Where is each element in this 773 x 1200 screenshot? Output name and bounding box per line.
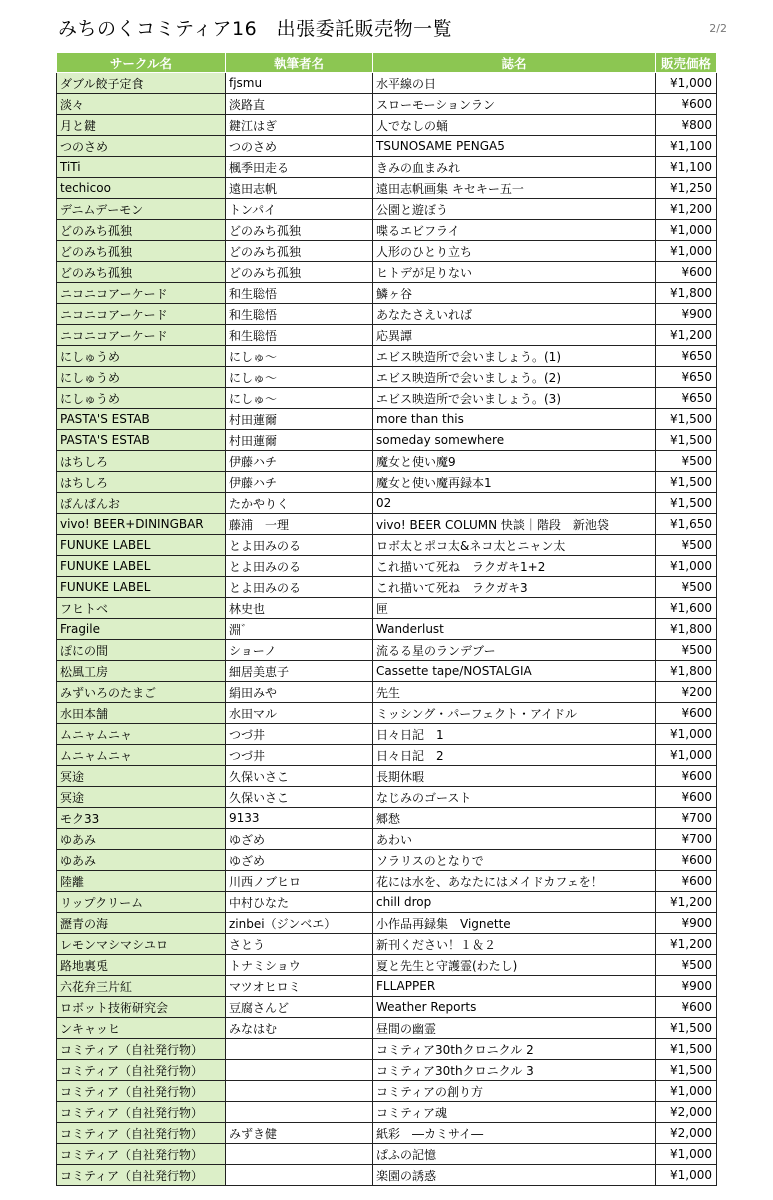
table-row	[57, 1123, 717, 1144]
price-cell: ¥600	[656, 262, 717, 283]
author-cell: 川西ノブヒロ	[226, 871, 373, 892]
table-row	[57, 892, 717, 913]
circle-name-cell: コミティア（自社発行物）	[57, 1102, 226, 1123]
author-cell: トナミショウ	[226, 955, 373, 976]
title-cell: ヒトデが足りない	[373, 262, 656, 283]
circle-name-cell: FUNUKE LABEL	[57, 577, 226, 598]
price-cell: ¥600	[656, 703, 717, 724]
title-cell: chill drop	[373, 892, 656, 913]
circle-name-cell: モク33	[57, 808, 226, 829]
price-cell: ¥500	[656, 640, 717, 661]
price-cell: ¥700	[656, 829, 717, 850]
price-cell: ¥1,100	[656, 157, 717, 178]
table-row	[57, 1081, 717, 1102]
author-cell: 林史也	[226, 598, 373, 619]
author-cell: ゆざめ	[226, 829, 373, 850]
circle-name-cell: にしゅうめ	[57, 388, 226, 409]
author-cell: どのみち孤独	[226, 262, 373, 283]
title-cell: 小作品再録集 Vignette	[373, 913, 656, 934]
table-row	[57, 766, 717, 787]
author-cell	[226, 1102, 373, 1123]
circle-name-cell: ムニャムニャ	[57, 745, 226, 766]
table-row	[57, 808, 717, 829]
title-cell: コミティア魂	[373, 1102, 656, 1123]
column-header-title: 誌名	[373, 53, 656, 73]
title-cell: あなたさえいれば	[373, 304, 656, 325]
title-cell: これ描いて死ね ラクガキ3	[373, 577, 656, 598]
table-row	[57, 388, 717, 409]
title-cell: 魔女と使い魔再録本1	[373, 472, 656, 493]
price-cell: ¥1,600	[656, 598, 717, 619]
price-cell: ¥1,000	[656, 1144, 717, 1165]
price-cell: ¥200	[656, 682, 717, 703]
price-cell: ¥1,500	[656, 472, 717, 493]
circle-name-cell: つのさめ	[57, 136, 226, 157]
title-cell: Weather Reports	[373, 997, 656, 1018]
title-cell: 昼間の幽霊	[373, 1018, 656, 1039]
table-header-row	[57, 53, 717, 73]
title-cell: なじみのゴースト	[373, 787, 656, 808]
circle-name-cell: 陸離	[57, 871, 226, 892]
title-cell: more than this	[373, 409, 656, 430]
title-cell: 魔女と使い魔9	[373, 451, 656, 472]
price-cell: ¥1,500	[656, 493, 717, 514]
circle-name-cell: どのみち孤独	[57, 220, 226, 241]
circle-name-cell: コミティア（自社発行物）	[57, 1165, 226, 1186]
circle-name-cell: どのみち孤独	[57, 262, 226, 283]
author-cell	[226, 1165, 373, 1186]
price-cell: ¥500	[656, 535, 717, 556]
title-cell: FLLAPPER	[373, 976, 656, 997]
table-row	[57, 1102, 717, 1123]
title-cell: 長期休暇	[373, 766, 656, 787]
circle-name-cell: 水田本舗	[57, 703, 226, 724]
title-cell: これ描いて死ね ラクガキ1+2	[373, 556, 656, 577]
table-row	[57, 136, 717, 157]
title-cell: ソラリスのとなりで	[373, 850, 656, 871]
price-cell: ¥650	[656, 346, 717, 367]
author-cell: とよ田みのる	[226, 556, 373, 577]
table-row	[57, 430, 717, 451]
table-row	[57, 787, 717, 808]
table-row	[57, 157, 717, 178]
author-cell: 伊藤ハチ	[226, 472, 373, 493]
author-cell: 久保いさこ	[226, 787, 373, 808]
author-cell: 絹田みや	[226, 682, 373, 703]
price-cell: ¥500	[656, 451, 717, 472]
circle-name-cell: 月と鍵	[57, 115, 226, 136]
price-cell: ¥900	[656, 304, 717, 325]
table-row	[57, 304, 717, 325]
title-cell: vivo! BEER COLUMN 快談｜階段 新池袋	[373, 514, 656, 535]
table-row	[57, 850, 717, 871]
page-title: みちのくコミティア16 出張委託販売物一覧	[58, 18, 453, 40]
table-row	[57, 367, 717, 388]
circle-name-cell: PASTA'S ESTAB	[57, 409, 226, 430]
table-body	[57, 73, 717, 1186]
title-cell: 日々日記 1	[373, 724, 656, 745]
circle-name-cell: 松風工房	[57, 661, 226, 682]
table-row	[57, 1144, 717, 1165]
title-cell: エビス映造所で会いましょう。(2)	[373, 367, 656, 388]
price-cell: ¥1,500	[656, 409, 717, 430]
title-cell: 応異譚	[373, 325, 656, 346]
price-cell: ¥1,500	[656, 1039, 717, 1060]
table-row	[57, 934, 717, 955]
author-cell: たかやりく	[226, 493, 373, 514]
circle-name-cell: ニコニコアーケード	[57, 325, 226, 346]
author-cell	[226, 1039, 373, 1060]
author-cell: 豆腐さんど	[226, 997, 373, 1018]
column-header-author: 執筆者名	[226, 53, 373, 73]
table-row	[57, 997, 717, 1018]
price-cell: ¥1,200	[656, 934, 717, 955]
circle-name-cell: ロボット技術研究会	[57, 997, 226, 1018]
table-row	[57, 409, 717, 430]
table-row	[57, 913, 717, 934]
price-cell: ¥1,100	[656, 136, 717, 157]
title-cell: 郷愁	[373, 808, 656, 829]
table-row	[57, 703, 717, 724]
title-cell: 人でなしの蛹	[373, 115, 656, 136]
title-cell: スローモーションラン	[373, 94, 656, 115]
table-row	[57, 514, 717, 535]
title-cell: Wanderlust	[373, 619, 656, 640]
author-cell: つのさめ	[226, 136, 373, 157]
circle-name-cell: FUNUKE LABEL	[57, 556, 226, 577]
price-cell: ¥1,650	[656, 514, 717, 535]
circle-name-cell: 冥途	[57, 787, 226, 808]
circle-name-cell: techicoo	[57, 178, 226, 199]
table-row	[57, 220, 717, 241]
price-cell: ¥1,000	[656, 724, 717, 745]
author-cell: マツオヒロミ	[226, 976, 373, 997]
author-cell: さとう	[226, 934, 373, 955]
author-cell	[226, 1060, 373, 1081]
price-cell: ¥1,000	[656, 73, 717, 94]
price-cell: ¥800	[656, 115, 717, 136]
author-cell: 9133	[226, 808, 373, 829]
circle-name-cell: ぽにの間	[57, 640, 226, 661]
circle-name-cell: ンキャッヒ	[57, 1018, 226, 1039]
title-cell: 水平線の日	[373, 73, 656, 94]
circle-name-cell: ゆあみ	[57, 829, 226, 850]
table-row	[57, 724, 717, 745]
table-row	[57, 493, 717, 514]
price-cell: ¥1,500	[656, 1018, 717, 1039]
circle-name-cell: ゆあみ	[57, 850, 226, 871]
circle-name-cell: はちしろ	[57, 472, 226, 493]
price-cell: ¥500	[656, 577, 717, 598]
circle-name-cell: コミティア（自社発行物）	[57, 1060, 226, 1081]
circle-name-cell: FUNUKE LABEL	[57, 535, 226, 556]
author-cell: fjsmu	[226, 73, 373, 94]
price-cell: ¥1,200	[656, 325, 717, 346]
author-cell: 伊藤ハチ	[226, 451, 373, 472]
table-row	[57, 745, 717, 766]
title-cell: someday somewhere	[373, 430, 656, 451]
title-cell: きみの血まみれ	[373, 157, 656, 178]
author-cell: にしゅ～	[226, 346, 373, 367]
title-cell: コミティア30thクロニクル 2	[373, 1039, 656, 1060]
author-cell: 水田マル	[226, 703, 373, 724]
table-row	[57, 1060, 717, 1081]
author-cell: にしゅ～	[226, 388, 373, 409]
title-cell: 喋るエビフライ	[373, 220, 656, 241]
table-row	[57, 871, 717, 892]
price-cell: ¥1,000	[656, 556, 717, 577]
price-cell: ¥1,800	[656, 661, 717, 682]
table-row	[57, 199, 717, 220]
title-cell: TSUNOSAME PENGA5	[373, 136, 656, 157]
title-cell: ロボ太とポコ太&ネコ太とニャン太	[373, 535, 656, 556]
title-cell: 遠田志帆画集 キセキー五一	[373, 178, 656, 199]
author-cell: zinbei（ジンベエ）	[226, 913, 373, 934]
title-cell: ぱふの記憶	[373, 1144, 656, 1165]
table-row	[57, 283, 717, 304]
table-row	[57, 73, 717, 94]
table-row	[57, 262, 717, 283]
price-cell: ¥1,800	[656, 283, 717, 304]
title-cell: あわい	[373, 829, 656, 850]
circle-name-cell: どのみち孤独	[57, 241, 226, 262]
table-row	[57, 346, 717, 367]
price-cell: ¥1,000	[656, 241, 717, 262]
circle-name-cell: PASTA'S ESTAB	[57, 430, 226, 451]
author-cell: 村田蓮爾	[226, 409, 373, 430]
circle-name-cell: 路地裏兎	[57, 955, 226, 976]
column-header-price: 販売価格	[656, 53, 717, 73]
price-cell: ¥1,000	[656, 1081, 717, 1102]
price-cell: ¥600	[656, 766, 717, 787]
title-cell: 日々日記 2	[373, 745, 656, 766]
price-cell: ¥1,000	[656, 745, 717, 766]
price-cell: ¥900	[656, 976, 717, 997]
table-row	[57, 661, 717, 682]
author-cell: とよ田みのる	[226, 577, 373, 598]
table-row	[57, 1165, 717, 1186]
circle-name-cell: にしゅうめ	[57, 367, 226, 388]
title-cell: 人形のひとり立ち	[373, 241, 656, 262]
column-header-circle: サークル名	[57, 53, 226, 73]
circle-name-cell: コミティア（自社発行物）	[57, 1123, 226, 1144]
title-cell: コミティア30thクロニクル 3	[373, 1060, 656, 1081]
circle-name-cell: コミティア（自社発行物）	[57, 1144, 226, 1165]
title-cell: エビス映造所で会いましょう。(1)	[373, 346, 656, 367]
author-cell: トンパイ	[226, 199, 373, 220]
title-cell: 流るる星のランデブー	[373, 640, 656, 661]
table-row	[57, 325, 717, 346]
author-cell: ゆざめ	[226, 850, 373, 871]
author-cell: 鍵江はぎ	[226, 115, 373, 136]
price-cell: ¥900	[656, 913, 717, 934]
circle-name-cell: TiTi	[57, 157, 226, 178]
author-cell: みなはむ	[226, 1018, 373, 1039]
table-row	[57, 472, 717, 493]
title-cell: 公園と遊ぼう	[373, 199, 656, 220]
table-row	[57, 535, 717, 556]
author-cell: 久保いさこ	[226, 766, 373, 787]
author-cell: 淡路直	[226, 94, 373, 115]
author-cell: 和生聡悟	[226, 325, 373, 346]
circle-name-cell: コミティア（自社発行物）	[57, 1039, 226, 1060]
author-cell: みずき健	[226, 1123, 373, 1144]
price-cell: ¥1,000	[656, 220, 717, 241]
price-cell: ¥500	[656, 955, 717, 976]
circle-name-cell: 淡々	[57, 94, 226, 115]
circle-name-cell: リップクリーム	[57, 892, 226, 913]
circle-name-cell: ニコニコアーケード	[57, 283, 226, 304]
circle-name-cell: ダブル餃子定食	[57, 73, 226, 94]
author-cell: 和生聡悟	[226, 283, 373, 304]
author-cell: つづ井	[226, 724, 373, 745]
title-cell: 夏と先生と守護霊(わたし)	[373, 955, 656, 976]
circle-name-cell: にしゅうめ	[57, 346, 226, 367]
author-cell: とよ田みのる	[226, 535, 373, 556]
price-cell: ¥600	[656, 787, 717, 808]
title-cell: 花には水を、あなたにはメイドカフェを！	[373, 871, 656, 892]
price-cell: ¥1,800	[656, 619, 717, 640]
author-cell: 藤浦 一理	[226, 514, 373, 535]
price-cell: ¥600	[656, 871, 717, 892]
author-cell: どのみち孤独	[226, 241, 373, 262]
table-row	[57, 451, 717, 472]
price-cell: ¥600	[656, 94, 717, 115]
circle-name-cell: はちしろ	[57, 451, 226, 472]
price-cell: ¥1,250	[656, 178, 717, 199]
author-cell: 楓季田走る	[226, 157, 373, 178]
author-cell: どのみち孤独	[226, 220, 373, 241]
table-row	[57, 1018, 717, 1039]
title-cell: 楽園の誘惑	[373, 1165, 656, 1186]
price-cell: ¥1,200	[656, 199, 717, 220]
circle-name-cell: vivo! BEER+DININGBAR	[57, 514, 226, 535]
table-row	[57, 955, 717, 976]
table-row	[57, 94, 717, 115]
circle-name-cell: 冥途	[57, 766, 226, 787]
circle-name-cell: レモンマシマシユロ	[57, 934, 226, 955]
table-row	[57, 829, 717, 850]
author-cell	[226, 1144, 373, 1165]
author-cell: 中村ひなた	[226, 892, 373, 913]
table-row	[57, 976, 717, 997]
circle-name-cell: ぱんぱんお	[57, 493, 226, 514]
title-cell: 鱗ヶ谷	[373, 283, 656, 304]
table-row	[57, 241, 717, 262]
circle-name-cell: ムニャムニャ	[57, 724, 226, 745]
table-row	[57, 1039, 717, 1060]
price-cell: ¥650	[656, 367, 717, 388]
price-cell: ¥1,200	[656, 892, 717, 913]
circle-name-cell: みずいろのたまご	[57, 682, 226, 703]
title-cell: Cassette tape/NOSTALGIA	[373, 661, 656, 682]
table-row	[57, 577, 717, 598]
author-cell: 和生聡悟	[226, 304, 373, 325]
author-cell: 村田蓮爾	[226, 430, 373, 451]
table-row	[57, 115, 717, 136]
title-cell: エビス映造所で会いましょう。(3)	[373, 388, 656, 409]
price-cell: ¥650	[656, 388, 717, 409]
circle-name-cell: コミティア（自社発行物）	[57, 1081, 226, 1102]
table-row	[57, 640, 717, 661]
price-cell: ¥600	[656, 850, 717, 871]
price-cell: ¥1,500	[656, 1060, 717, 1081]
author-cell	[226, 1081, 373, 1102]
price-cell: ¥2,000	[656, 1123, 717, 1144]
title-cell: 先生	[373, 682, 656, 703]
title-cell: ミッシング・パーフェクト・アイドル	[373, 703, 656, 724]
title-cell: コミティアの創り方	[373, 1081, 656, 1102]
catalog-table	[56, 52, 717, 1186]
price-cell: ¥1,500	[656, 430, 717, 451]
author-cell: にしゅ～	[226, 367, 373, 388]
circle-name-cell: Fragile	[57, 619, 226, 640]
table-row	[57, 619, 717, 640]
title-cell: 匣	[373, 598, 656, 619]
table-row	[57, 178, 717, 199]
author-cell: 細居美恵子	[226, 661, 373, 682]
circle-name-cell: ニコニコアーケード	[57, 304, 226, 325]
circle-name-cell: 六花弁三片紅	[57, 976, 226, 997]
author-cell: つづ井	[226, 745, 373, 766]
title-cell: 新刊ください！１＆２	[373, 934, 656, 955]
author-cell: 淵゛	[226, 619, 373, 640]
circle-name-cell: デニムデーモン	[57, 199, 226, 220]
table-row	[57, 682, 717, 703]
author-cell: 遠田志帆	[226, 178, 373, 199]
price-cell: ¥2,000	[656, 1102, 717, 1123]
title-cell: 紙彩 ―カミサイ―	[373, 1123, 656, 1144]
page-number: 2/2	[709, 22, 727, 35]
author-cell: ショーノ	[226, 640, 373, 661]
table-row	[57, 556, 717, 577]
title-cell: 02	[373, 493, 656, 514]
price-cell: ¥700	[656, 808, 717, 829]
circle-name-cell: 瀝青の海	[57, 913, 226, 934]
price-cell: ¥1,000	[656, 1165, 717, 1186]
table-row	[57, 598, 717, 619]
price-cell: ¥600	[656, 997, 717, 1018]
circle-name-cell: フヒトベ	[57, 598, 226, 619]
